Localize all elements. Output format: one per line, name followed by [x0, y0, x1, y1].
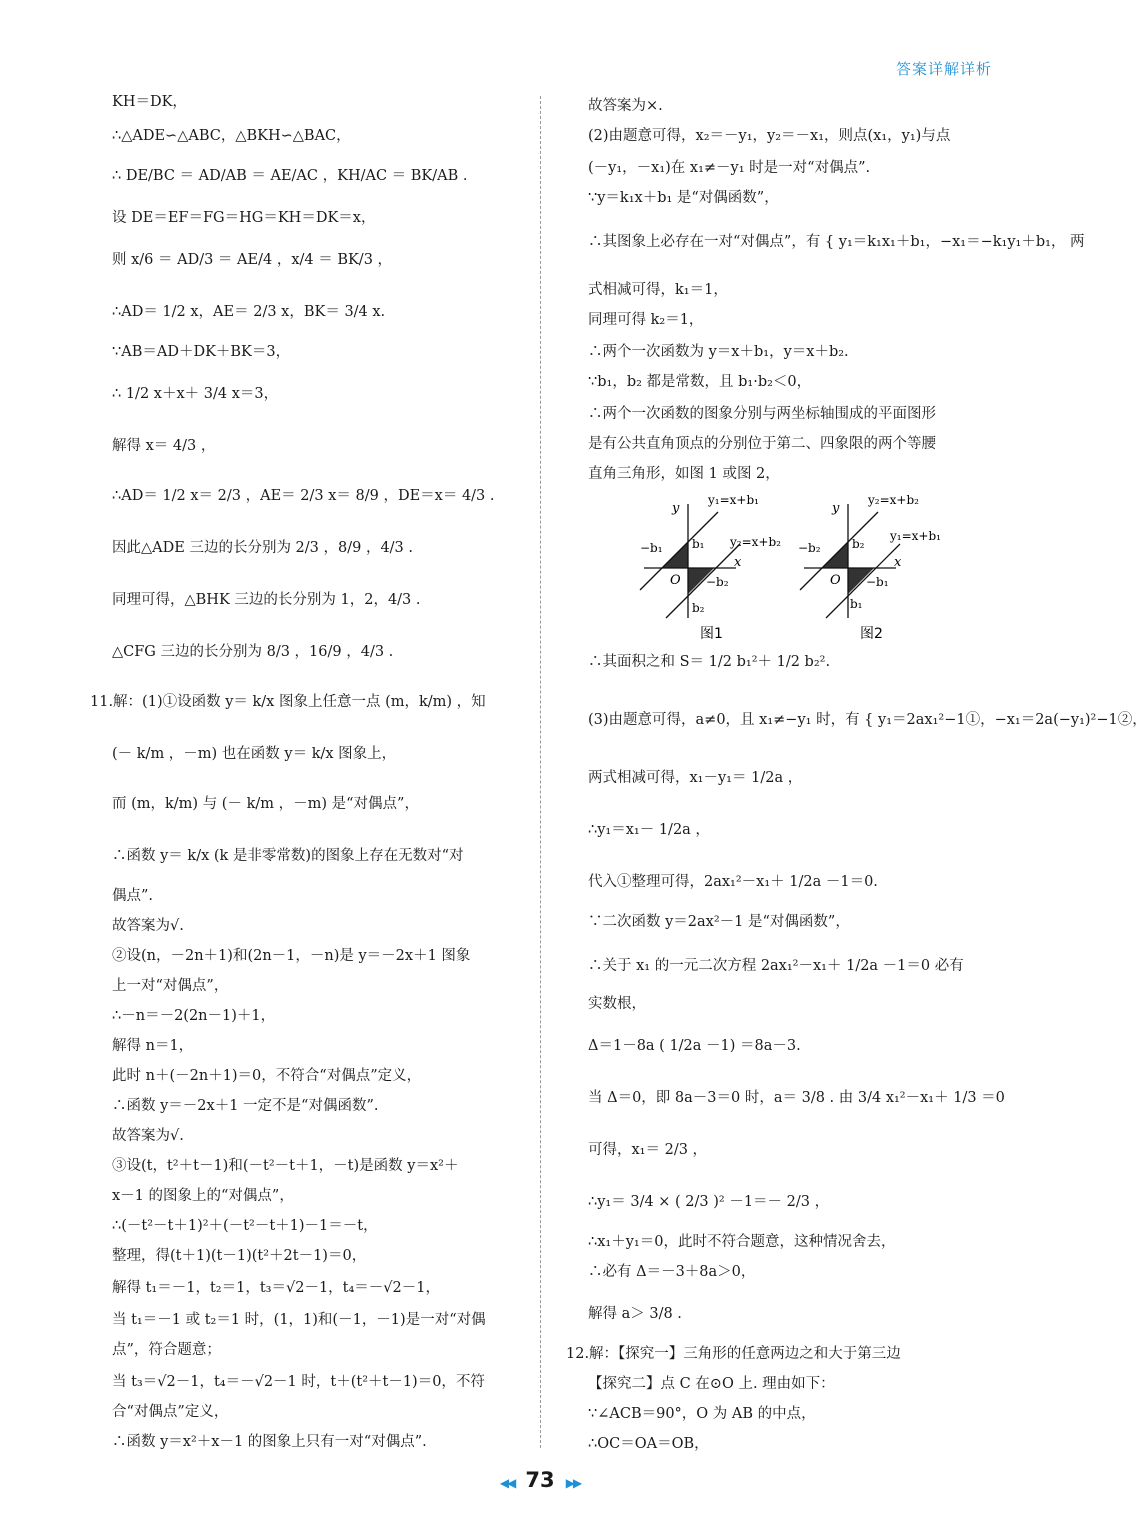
text-line: 偶点”. [112, 888, 154, 904]
text-line: 解得 t₁＝－1，t₂＝1，t₃＝√2－1，t₄＝－√2－1， [112, 1280, 440, 1296]
text-line: ③设(t，t²＋t－1)和(－t²－t＋1，－t)是函数 y＝x²＋ [112, 1158, 459, 1174]
page-header-title: 答案详解详析 [895, 60, 992, 78]
prev-arrows-icon: ◀◀ [499, 1476, 515, 1490]
text-line: 故答案为×. [588, 98, 663, 114]
text-line: 而 (m，k/m) 与 (－ k/m ，－m) 是“对偶点”， [112, 796, 419, 812]
text-line: ∴x₁＋y₁＝0，此时不符合题意，这种情况舍去， [588, 1234, 896, 1250]
label: O [670, 573, 681, 588]
text-line: 当 t₁＝－1 或 t₂＝1 时，(1，1)和(－1，－1)是一对“对偶 [112, 1312, 486, 1328]
label: y₁=x+b₁ [890, 529, 941, 543]
text-line: ∴y₁＝x₁－ 1/2a ， [588, 822, 710, 838]
text-line: ∴其图象上必存在一对“对偶点”，有 { y₁＝k₁x₁＋b₁，−x₁＝−k₁y₁＋b₁， 两 [588, 234, 1085, 250]
label: O [830, 573, 841, 588]
text-line: ∴(－t²－t＋1)²＋(－t²－t＋1)－1＝－t， [112, 1218, 378, 1234]
label: y₁=x+b₁ [708, 493, 759, 507]
label: y [672, 501, 680, 516]
text-line: ∴两个一次函数为 y＝x＋b₁，y＝x＋b₂. [588, 344, 849, 360]
text-line: 直角三角形，如图 1 或图 2， [588, 466, 780, 482]
figure-1 [640, 493, 781, 642]
text-line: 可得，x₁＝ 2/3 ， [588, 1142, 708, 1158]
text-line: ∵二次函数 y＝2ax²－1 是“对偶函数”， [588, 914, 850, 930]
text-line: 因此△ADE 三边的长分别为 2/3 ，8/9 ，4/3 . [112, 540, 413, 556]
column-divider [540, 96, 541, 1448]
label: y₂=x+b₂ [730, 535, 781, 549]
text-line: ∴两个一次函数的图象分别与两坐标轴围成的平面图形 [588, 406, 936, 422]
text-line: 是有公共直角顶点的分别位于第二、四象限的两个等腰 [588, 436, 936, 452]
text-line: 解得 a＞ 3/8 . [588, 1306, 682, 1322]
figure-1-caption: 图1 [700, 626, 723, 642]
label: −b₁ [640, 541, 663, 555]
text-line: ∴ 1/2 x＋x＋ 3/4 x＝3， [112, 386, 279, 402]
text-line: 11.解：(1)①设函数 y＝ k/x 图象上任意一点 (m，k/m) ，知 [90, 694, 486, 710]
label: b₂ [852, 537, 865, 551]
label: y [832, 501, 840, 516]
text-line: 同理可得 k₂＝1， [588, 312, 704, 328]
text-line: 合“对偶点”定义， [112, 1404, 229, 1420]
text-line: 同理可得，△BHK 三边的长分别为 1，2，4/3 . [112, 592, 421, 608]
text-line: 当 t₃＝√2－1，t₄＝－√2－1 时，t＋(t²＋t－1)＝0，不符 [112, 1374, 485, 1390]
label: −b₂ [798, 541, 821, 555]
label: x [734, 555, 742, 570]
text-line: ∴关于 x₁ 的一元二次方程 2ax₁²－x₁＋ 1/2a －1＝0 必有 [588, 958, 964, 974]
function-graphs-figure [636, 488, 956, 642]
graphs-svg [636, 488, 956, 642]
text-line: KH＝DK， [112, 94, 187, 110]
text-line: 【探究二】点 C 在⊙O 上. 理由如下： [588, 1376, 835, 1392]
text-line: 两式相减可得，x₁－y₁＝ 1/2a ， [588, 770, 803, 786]
text-line: 整理，得(t＋1)(t－1)(t²＋2t－1)＝0， [112, 1248, 367, 1264]
text-line: ∴OC＝OA＝OB， [588, 1436, 709, 1452]
page-footer [0, 1468, 1080, 1492]
text-line: ②设(n，－2n＋1)和(2n－1，－n)是 y＝－2x＋1 图象 [112, 948, 471, 964]
text-line: ∴其面积之和 S＝ 1/2 b₁²＋ 1/2 b₂². [588, 654, 831, 670]
text-line: 点”，符合题意； [112, 1342, 221, 1358]
label: x [894, 555, 902, 570]
next-arrows-icon: ▶▶ [565, 1476, 581, 1490]
text-line: 故答案为√. [112, 1128, 184, 1144]
text-line: 代入①整理可得，2ax₁²－x₁＋ 1/2a －1＝0. [588, 874, 878, 890]
text-line: ∴ DE/BC ＝ AD/AB ＝ AE/AC ，KH/AC ＝ BK/AB . [112, 168, 468, 184]
text-line: 上一对“对偶点”， [112, 978, 229, 994]
text-line: ∴函数 y＝ k/x (k 是非零常数)的图象上存在无数对“对 [112, 848, 464, 864]
text-line: (3)由题意可得，a≠0，且 x₁≠−y₁ 时，有 { y₁＝2ax₁²−1①，−x₁＝2a(−y₁)²−1②， [588, 712, 1147, 728]
label: y₂=x+b₂ [868, 493, 919, 507]
text-line: Δ＝1－8a ( 1/2a －1) ＝8a－3. [588, 1038, 801, 1054]
label: −b₂ [706, 575, 729, 589]
text-line: 设 DE＝EF＝FG＝HG＝KH＝DK＝x， [112, 210, 376, 226]
text-line: 此时 n＋(－2n＋1)＝0，不符合“对偶点”定义， [112, 1068, 422, 1084]
text-line: ∴y₁＝ 3/4 × ( 2/3 )² －1＝－ 2/3 ， [588, 1194, 830, 1210]
label: b₁ [850, 597, 863, 611]
text-line: 故答案为√. [112, 918, 184, 934]
text-line: 解得 n＝1， [112, 1038, 194, 1054]
text-line: ∴AD＝ 1/2 x＝ 2/3 ，AE＝ 2/3 x＝ 8/9 ，DE＝x＝ 4/3 . [112, 488, 495, 504]
text-line: 当 Δ＝0，即 8a－3＝0 时，a＝ 3/8 . 由 3/4 x₁²－x₁＋ 1/3 ＝0 [588, 1090, 1005, 1106]
figure-2 [798, 493, 941, 642]
text-line: 解得 x＝ 4/3 ， [112, 438, 216, 454]
text-line: 式相减可得，k₁＝1， [588, 282, 728, 298]
text-line: ∵b₁，b₂ 都是常数，且 b₁·b₂＜0， [588, 374, 812, 390]
text-line: ∴函数 y＝x²＋x－1 的图象上只有一对“对偶点”. [112, 1434, 427, 1450]
text-line: ∴－n＝－2(2n－1)＋1， [112, 1008, 276, 1024]
text-line: x－1 的图象上的“对偶点”， [112, 1188, 294, 1204]
text-line: 12.解：【探究一】三角形的任意两边之和大于第三边 [566, 1346, 901, 1362]
text-line: ∴△ADE∽△ABC，△BKH∽△BAC， [112, 128, 351, 144]
label: b₁ [692, 537, 705, 551]
text-line: ∴必有 Δ＝－3＋8a＞0， [588, 1264, 756, 1280]
text-line: ∵y＝k₁x＋b₁ 是“对偶函数”， [588, 190, 779, 206]
figure-2-caption: 图2 [860, 626, 883, 642]
page-number: 73 [525, 1468, 555, 1492]
text-line: 则 x/6 ＝ AD/3 ＝ AE/4 ，x/4 ＝ BK/3 ， [112, 252, 393, 268]
text-line: ∵AB＝AD＋DK＋BK＝3， [112, 344, 291, 360]
label: b₂ [692, 601, 705, 615]
text-line: ∵∠ACB＝90°，O 为 AB 的中点， [588, 1406, 816, 1422]
label: −b₁ [866, 575, 889, 589]
text-line: △CFG 三边的长分别为 8/3 ，16/9 ，4/3 . [112, 644, 394, 660]
text-line: (－ k/m ，－m) 也在函数 y＝ k/x 图象上， [112, 746, 397, 762]
text-line: (2)由题意可得，x₂＝－y₁，y₂＝－x₁，则点(x₁，y₁)与点 [588, 128, 951, 144]
text-line: (－y₁，－x₁)在 x₁≠－y₁ 时是一对“对偶点”. [588, 160, 871, 176]
text-line: ∴函数 y＝－2x＋1 一定不是“对偶函数”. [112, 1098, 379, 1114]
text-line: 实数根， [588, 996, 646, 1012]
text-line: ∴AD＝ 1/2 x，AE＝ 2/3 x，BK＝ 3/4 x. [112, 304, 386, 320]
